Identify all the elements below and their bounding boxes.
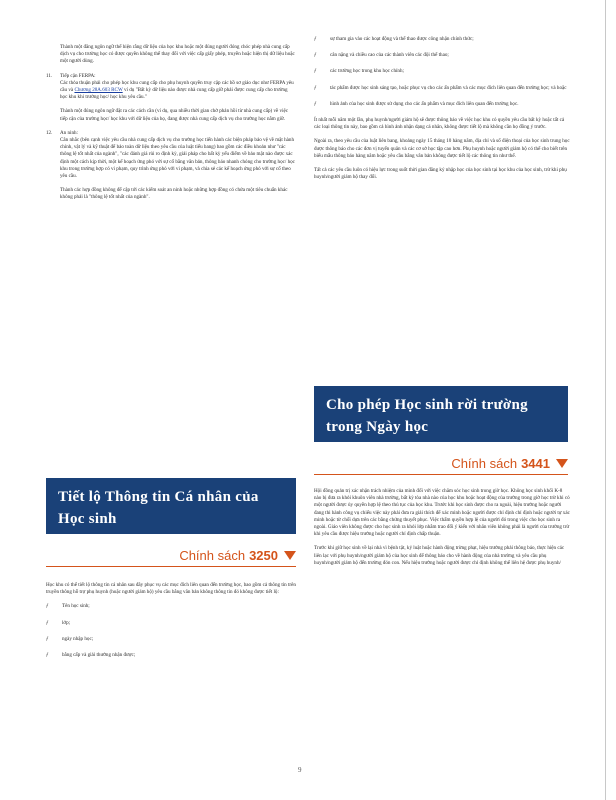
bullet-icon: ƒ [314,101,317,107]
bullet-item [314,36,570,43]
item-text-cont: ví dụ "Bất kỳ dữ liệu nào được nhà cung cấp giữ phải được cung cấp cho trường học khu khi trường học/ học khu yêu cầu." [60,87,288,101]
policy-heading-3441 [314,454,568,472]
policy-number: 3250 [249,547,278,563]
paragraph: Học khu có thể tiết lộ thông tin cá nhân sau đây phục vụ các mục đích liên quan đến trường học, bao gồm cả thông tin trên truyền thông hỗ trợ phụ huynh (hoặc người giám hộ) yêu cầu bằng văn bản không thông tin đó không được tiết lộ: [46,582,296,596]
policy-number: 3441 [521,455,550,471]
bullet-icon: ƒ [46,636,49,642]
right-column [314,36,570,188]
triangle-down-icon [556,459,568,468]
bullet-text: bằng cấp và giải thưởng nhận được; [62,652,136,659]
bullet-text: các trường học trong khu học chính; [330,68,404,75]
bullet-icon: ƒ [46,653,49,659]
section-divider [314,474,568,475]
page-number: 9 [298,766,302,774]
bullet-icon: ƒ [314,85,317,91]
section-body-3250 [46,582,296,668]
rcw-link[interactable]: Chương 28A.603 RCW [74,87,123,94]
paragraph: Ít nhất mỗi năm một lần, phụ huynh/người giám hộ sẽ được thông báo về việc học khu có quyền yêu cầu bất kỳ hoặc tất cả các loại thông tin này, bao gồm cả hình ảnh nhận dạng cá nhân, không được tiết lộ mà không cần họ đồng ý trước. [314,117,565,131]
bullet-icon: ƒ [46,604,49,610]
paragraph: Trước khi giữ học sinh về lại nhà vì bệnh tật, kỷ luật hoặc hành động trừng phạt, hiệu trưởng phải thông báo, thực hiện các liên lạc với phụ huynh/người giám hộ của học sinh để thông báo cho về hành động của nhà trường và yêu cầu phụ huynh/người giám hộ đến trường đón con. Nếu hiệu trưởng hoặc người được chỉ định không thể liên hệ được phụ huynh/ [314,545,565,566]
bullet-item [46,603,296,610]
bullet-item [46,620,296,627]
section-divider [46,566,296,567]
paragraph: Thành các hợp đồng không để cập tới các kiểm soát an ninh hoặc những hợp đồng có chứa một tiêu chuẩn khác không phải là "thông lệ tốt nhất của ngành". [60,187,288,201]
item-text: Các thỏa thuận phải cho phép học khu cung cấp cho phụ huynh quyền truy cập các hồ sơ giáo dục như FERPA yêu cầu và [60,79,294,94]
bullet-item [314,68,570,75]
item-title: Tiếp cận FERPA: [60,72,96,79]
bullet-item [46,652,296,659]
page-edge-line [605,0,606,800]
bullet-text: cân nặng và chiều cao của các thành viên các đội thể thao; [330,52,449,59]
section-banner-3250: Tiết lộ Thông tin Cá nhân của Học sinh [46,478,296,534]
item-body [60,80,296,102]
left-column [46,44,296,209]
policy-label: Chính sách [179,547,246,563]
item-title: An ninh: [60,129,78,136]
bullet-item [314,101,570,108]
paragraph: Hội đồng quản trị xác nhận trách nhiệm của mình đối với việc chăm sóc học sinh trong giờ học. Không học sinh khối K-8 nào bị đưa ra khỏi khuôn viên nhà trường, bất kỳ tòa nhà nào của học khu hoặc hoạt động của trường trong giờ học trừ khi có một người được ủy quyền hợp lệ theo thủ tục của học khu. Trước khi học sinh được cho ra ngoài, hiệu trưởng hoặc người đang thi hành công vụ chiếu việc này phải đưa ra giải thích để xác minh hoặc người được chỉ định chỉ định hoặc người tự xác minh hoặc từ chối dựa trên các bằng chứng thuyết phục. Việc thẩm quyền hợp lệ của người đó trong việc cho học sinh ra ngoài. Giáo viên không được cho học sinh ra khỏi lớp nhằm trao đổi ý kiến với nhân viên không phải là người của trường trừ khi yêu cầu được hiệu trưởng hoặc người chỉ định chấp thuận. [314,488,570,538]
bullet-item [314,52,570,59]
bullet-text: Tên học sinh; [62,603,90,610]
bullet-icon: ƒ [314,69,317,75]
item-body: Cân nhắc (bên cạnh việc yêu cầu nhà cung cấp dịch vụ cho trường học tiến hành các biện pháp bảo vệ về mặt hành chính, vật lý và kỹ thuật để bảo toàn dữ liệu theo yêu cầu của luật tiểu bang) bao gồm các điều khoản như "các thông lệ tốt nhất của ngành", "các đánh giá rủi ro định kỳ, giải pháp cho bất kỳ yếu điểm về bảo mật nào được xác định một cách kịp thời, một kế hoạch ứng phó với sự cố bằng văn bản, thông báo nhanh chóng cho trường học/ học khu trong trường hợp có vi phạm, quy trình ứng phó với vi phạm, và chia sẻ các kế hoạch ứng phó với sự cố theo yêu cầu. [60,137,295,180]
bullet-icon: ƒ [46,620,49,626]
bullet-text: lớp; [62,619,71,626]
bullet-item [314,85,570,92]
bullet-text: tác phẩm được học sinh sáng tạo, hoặc phục vụ cho các ấn phẩm và các mục đích liên quan đến trường học; và hoặc [330,84,567,91]
bullet-item [46,636,296,643]
paragraph: Ngoài ra, theo yêu cầu của luật liên bang, khoảng ngày 15 tháng 10 hàng năm, địa chỉ và số điện thoại của học sinh trung học được thông báo cho các đơn vị tuyển quân và các cơ sở học tập cao hơn. Phụ huynh hoặc người giám hộ có thể cho biết trên biểu mẫu thông báo hàng năm hoặc yêu cầu bằng văn bản không được tiết lộ các thông tin như thế. [314,138,570,159]
section-banner-3441: Cho phép Học sinh rời trường trong Ngày học [314,386,568,442]
bullet-icon: ƒ [314,37,317,42]
bullet-text: hình ảnh của học sinh được sử dụng cho các ấn phẩm và mục đích liên quan đến trường học. [330,100,519,107]
paragraph: Thành một đúng ngôn ngữ đặt ra các cách cần (ví dụ, qua nhiều thời gian chờ phản hồi từ nhà cung cấp) về việc tiếp cận của trường học/ học khu với dữ liệu của họ, đang được nhà cung cấp dịch vụ cho trường học nắm giữ. [60,108,289,122]
bullet-text: ngày nhập học; [62,635,94,642]
item-number: 11. [46,72,53,79]
item-number: 12. [46,129,53,136]
bullet-icon: ƒ [314,53,317,59]
policy-label: Chính sách [451,455,518,471]
numbered-item-11 [46,73,296,102]
section-body-3441 [314,488,570,574]
triangle-down-icon [284,551,296,560]
paragraph: Thành một đăng ngôn ngữ thể hiện rằng dữ liệu của học khu hoặc một đúng người đóng chóc phép nhà cung cấp dịch vụ cho trường học có được quyền không thể thay đổi với việc cấp giấy phép, truyền hoặc hiện thị dữ liệu hoặc một người dùng. [60,44,295,65]
policy-heading-3250 [46,546,296,564]
paragraph: Tất cả các yêu cầu luôn có hiệu lực trong suốt thời gian đăng ký nhập học của học sinh tại học khu của học sinh, trừ khi phụ huynh/người giám hộ thay đổi. [314,167,567,181]
bullet-text: sự tham gia vào các hoạt động và thể thao được công nhận chính thức; [330,36,474,42]
numbered-item-12 [46,130,296,180]
